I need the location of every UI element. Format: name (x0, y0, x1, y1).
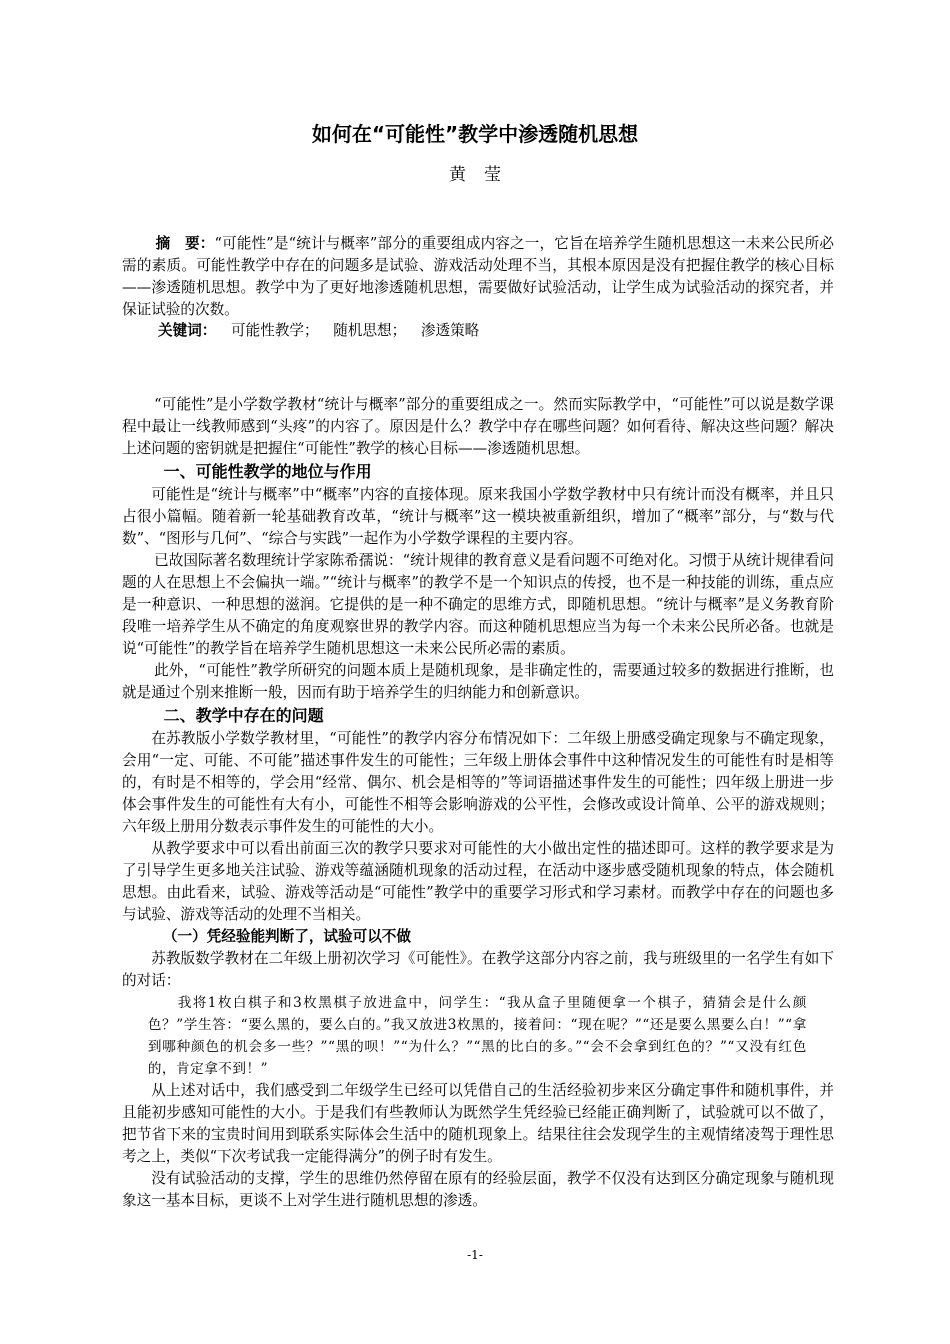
section-heading-2: 二、教学中存在的问题 (163, 706, 324, 725)
paragraph: 可能性是“统计与概率”中“概率”内容的直接体现。原来我国小学数学教材中只有统计而没有概率，并且只占很小篇幅。随着新一轮基础教育改革，“统计与概率”这一模块被重新组织，增加了“概率”部分，与“数与代数”、“图形与几何”、“综合与实践”一起作为小学数学课程的主要内容。 (122, 486, 834, 547)
keywords-label: 关键词： (158, 322, 217, 339)
author-name: 黄莹 (449, 165, 519, 185)
page-number: -1- (467, 1248, 483, 1262)
keyword-item: 可能性教学； (231, 322, 319, 339)
dialog-quote: 我将1枚白棋子和3枚黑棋子放进盒中，问学生：“我从盒子里随便拿一个棋子，猜猜会是什么颜色？”学生答：“要么黑的，要么白的。”我又放进3枚黑的，接着问：“现在呢？”“还是要么黑要么白！”“拿到哪种颜色的机会多一些？”“黑的呗！”“为什么？”“黑的比白的多。”“会不会拿到红色的？”“又没有红色的，肯定拿不到！” (147, 995, 807, 1077)
paragraph: 从上述对话中，我们感受到二年级学生已经可以凭借自己的生活经验初步来区分确定事件和随机事件，并且能初步感知可能性的大小。于是我们有些教师认为既然学生凭经验已经能正确判断了，试验就可以不做了，把节省下来的宝贵时间用到联系实际体会生活中的随机现象上。结果往往会发现学生的主观情绪凌驾于理性思考之上，类似“下次考试我一定能得满分”的例子时有发生。 (122, 1082, 834, 1165)
paragraph: 在苏教版小学数学教材里，“可能性”的教学内容分布情况如下：二年级上册感受确定现象与不确定现象，会用“一定、可能、不可能”描述事件发生的可能性；三年级上册体会事件中这种情况发生的可能性有时是相等的，有时是不相等的，学会用“经常、偶尔、机会是相等的”等词语描述事件发生的可能性；四年级上册进一步体会事件发生的可能性有大有小，可能性不相等会影响游戏的公平性，会修改或设计简单、公平的游戏规则；六年级上册用分数表示事件发生的可能性的大小。 (122, 730, 834, 835)
document-body (122, 394, 834, 1212)
paragraph: 从教学要求中可以看出前面三次的教学只要求对可能性的大小做出定性的描述即可。这样的教学要求是为了引导学生更多地关注试验、游戏等蕴涵随机现象的活动过程，在活动中逐步感受随机现象的特点，体会随机思想。由此看来，试验、游戏等活动是“可能性”教学中的重要学习形式和学习素材。而教学中存在的问题也多与试验、游戏等活动的处理不当相关。 (122, 840, 834, 923)
keyword-item: 渗透策略 (420, 322, 480, 339)
paragraph: 已故国际著名数理统计学家陈希孺说：“统计规律的教育意义是看问题不可绝对化。习惯于从统计规律看问题的人在思想上不会偏执一端。”“统计与概率”的教学不是一个知识点的传授，也不是一种技能的训练，重点应是一种意识、一种思想的滋润。它提供的是一种不确定的思维方式，即随机思想。“统计与概率”是义务教育阶段唯一培养学生从不确定的角度观察世界的教学内容。而这种随机思想应当为每一个未来公民所必备。也就是说“可能性”的教学旨在培养学生随机思想这一未来公民所必需的素质。 (122, 552, 834, 657)
abstract-text: “可能性”是“统计与概率”部分的重要组成内容之一，它旨在培养学生随机思想这一未来公民所必需的素质。可能性教学中存在的问题多是试验、游戏活动处理不当，其根本原因是没有把握住教学的核心目标——渗透随机思想。教学中为了更好地渗透随机思想，需要做好试验活动，让学生成为试验活动的探究者，并保证试验的次数。 (122, 235, 834, 318)
abstract (122, 233, 834, 321)
paragraph: 苏教版数学教材在二年级上册初次学习《可能性》。在教学这部分内容之前，我与班级里的一名学生有如下的对话： (122, 950, 834, 989)
abstract-label: 摘 要： (155, 235, 215, 252)
document-title: 如何在“可能性”教学中渗透随机思想 (311, 122, 639, 146)
keywords (158, 320, 479, 342)
paragraph: 没有试验活动的支撑，学生的思维仍然停留在原有的经验层面，教学不仅没有达到区分确定现象与随机现象这一基本目标，更谈不上对学生进行随机思想的渗透。 (122, 1170, 834, 1209)
section-heading-1: 一、可能性教学的地位与作用 (163, 462, 372, 481)
keyword-item: 随机思想； (333, 322, 407, 339)
paragraph: 此外，“可能性”教学所研究的问题本质上是随机现象，是非确定性的，需要通过较多的数据进行推断，也就是通过个别来推断一般，因而有助于培养学生的归纳能力和创新意识。 (122, 662, 834, 701)
subsection-heading-1: （一）凭经验能判断了，试验可以不做 (162, 928, 411, 945)
intro-paragraph: “可能性”是小学数学教材“统计与概率”部分的重要组成之一。然而实际教学中，“可能性”可以说是数学课程中最让一线教师感到“头疼”的内容了。原因是什么？教学中存在哪些问题？如何看待、解决这些问题？解决上述问题的密钥就是把握住“可能性”教学的核心目标——渗透随机思想。 (122, 396, 834, 457)
